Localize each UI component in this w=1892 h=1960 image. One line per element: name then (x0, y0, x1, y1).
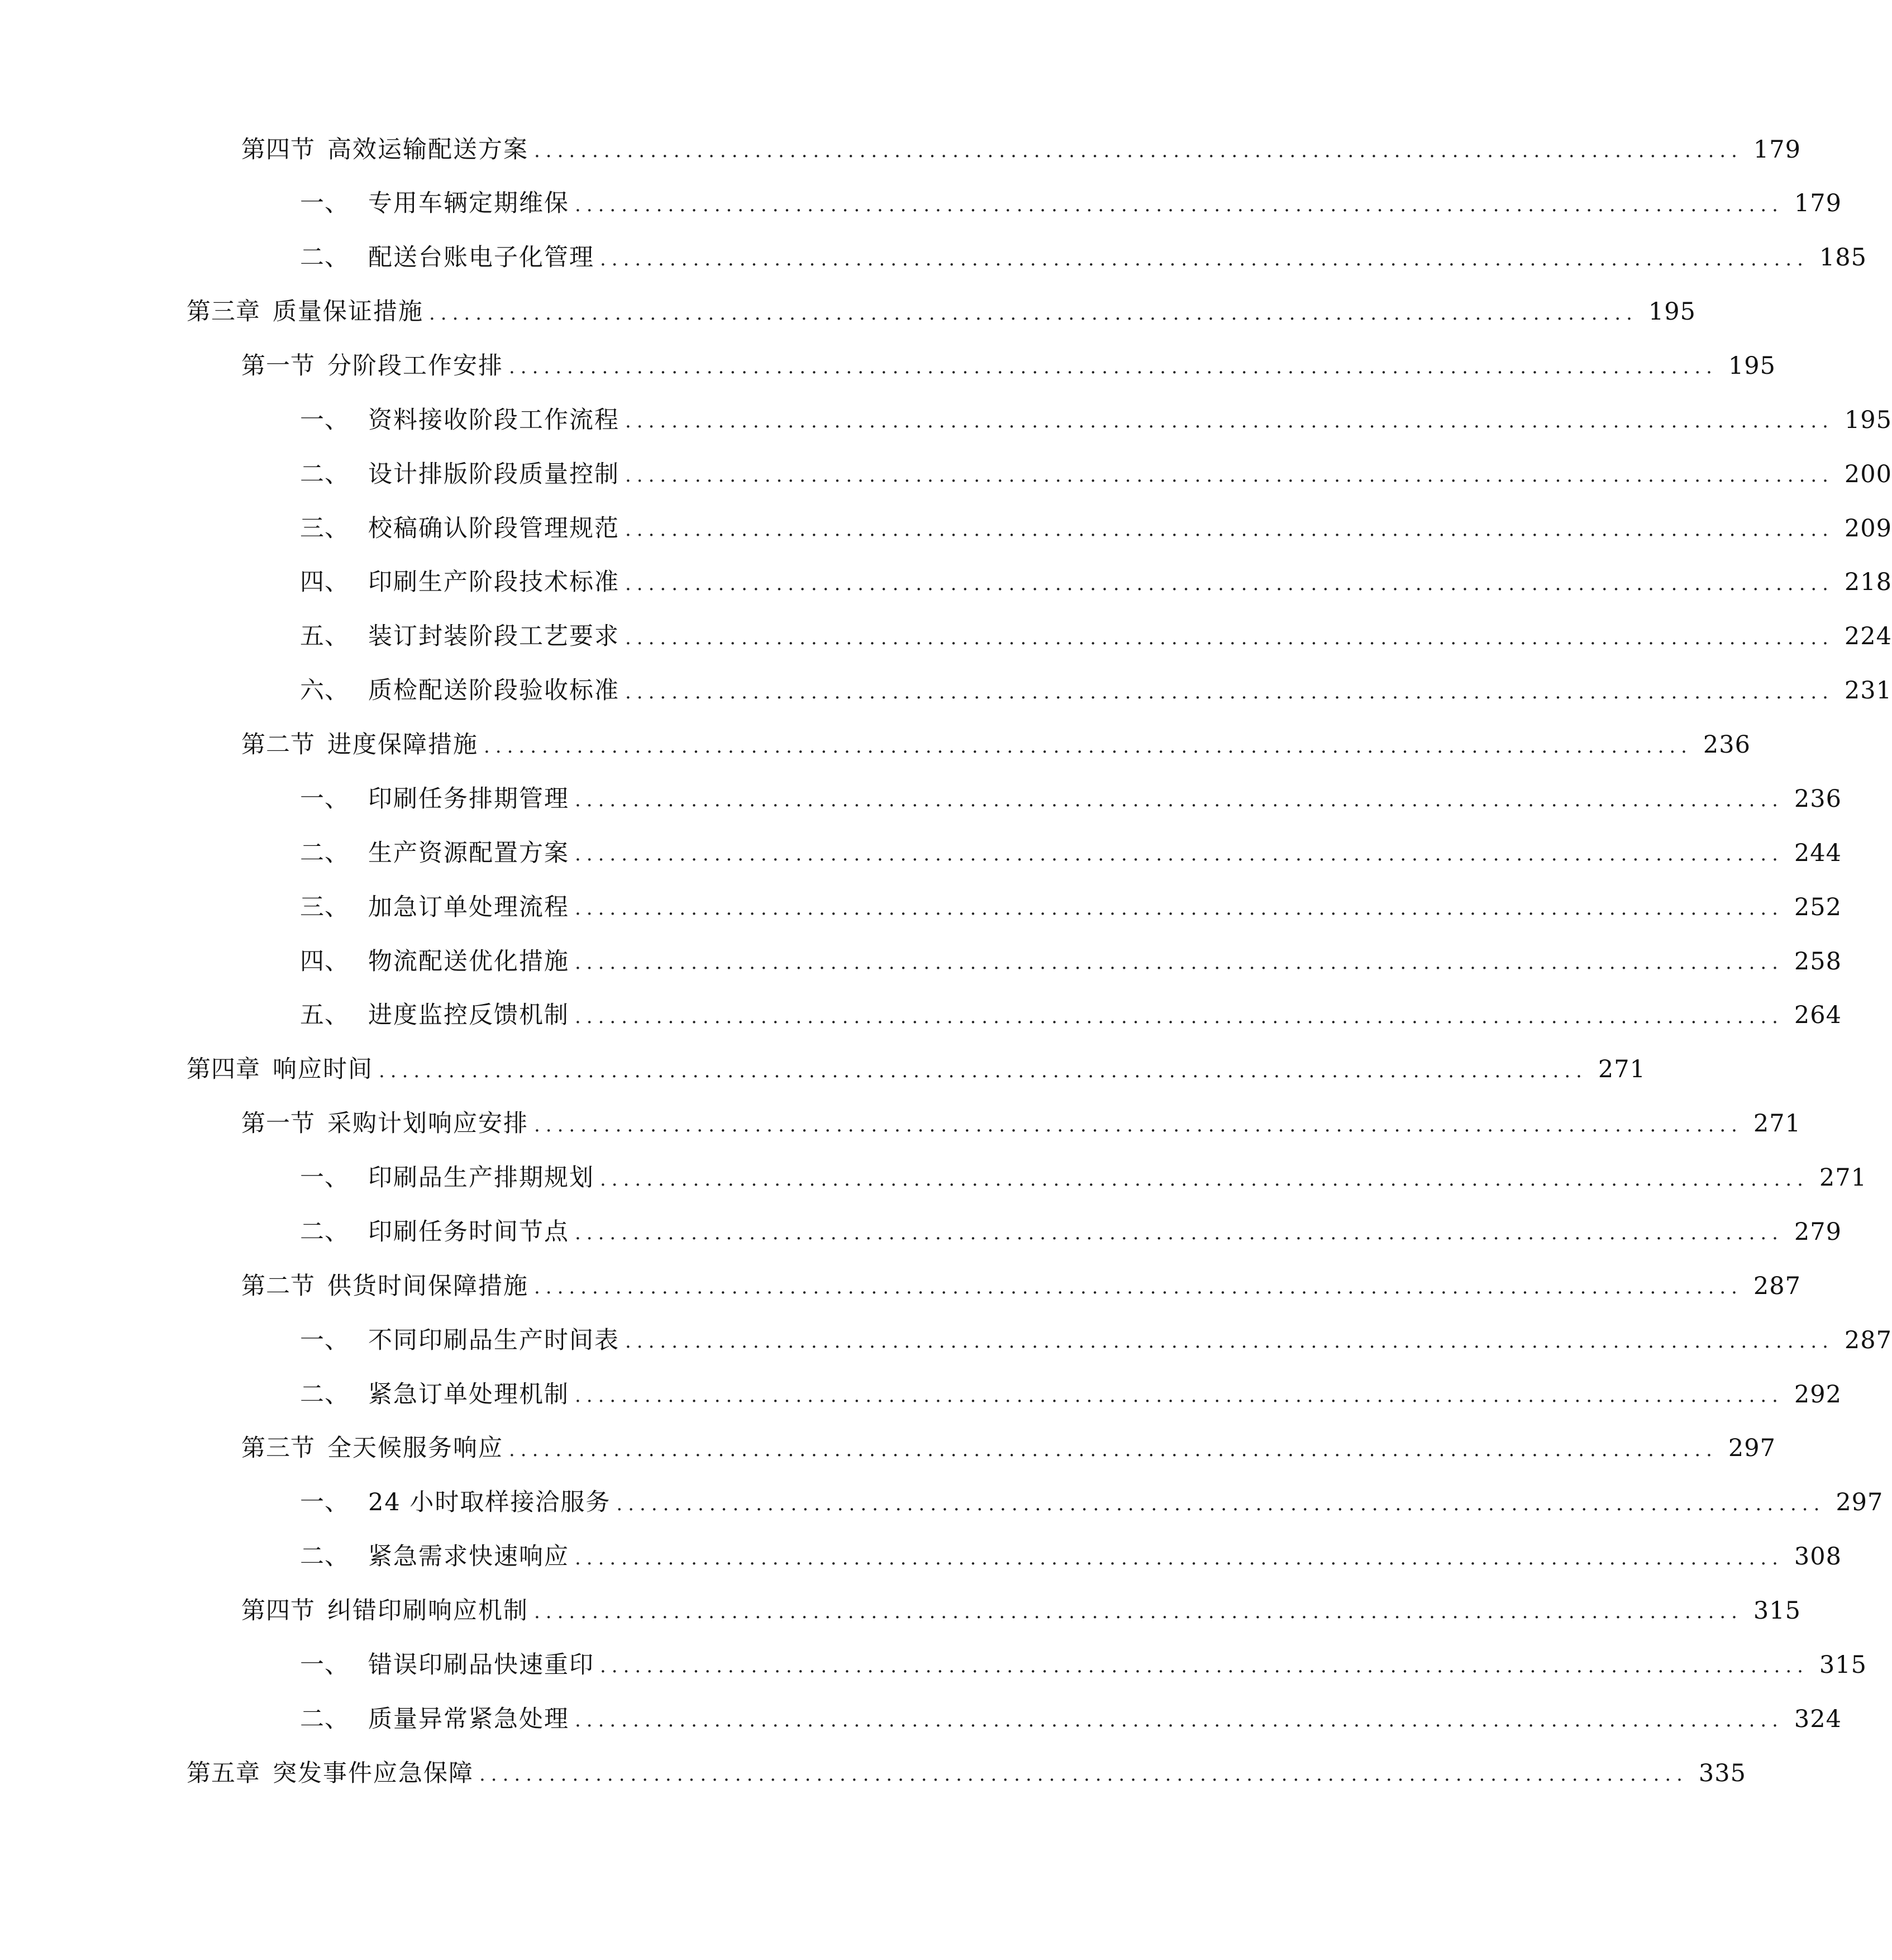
toc-entry[interactable] (0, 1368, 1842, 1421)
toc-entry-page: 297 (1728, 1434, 1776, 1463)
toc-entry-page: 271 (1819, 1164, 1867, 1192)
toc-entry-number: 二、 (300, 1380, 349, 1409)
toc-entry-number: 二、 (300, 244, 349, 272)
toc-entry[interactable] (0, 556, 1892, 610)
dot-leader: ........................................................................................................ (534, 1114, 1743, 1136)
dot-leader: ........................................................................................................ (534, 1601, 1743, 1624)
toc-entry-number: 第三章 (187, 298, 260, 326)
toc-entry-title: 响应时间 (273, 1055, 373, 1084)
toc-entry-page: 297 (1836, 1488, 1884, 1517)
toc-entry[interactable] (0, 231, 1867, 285)
toc-entry-number: 第二节 (241, 1272, 315, 1300)
toc-entry[interactable] (0, 1205, 1842, 1259)
toc-entry[interactable] (0, 881, 1842, 934)
toc-entry[interactable] (0, 1259, 1801, 1313)
dot-leader: ........................................................................................................ (600, 248, 1809, 270)
dot-leader: ........................................................................................................ (379, 1059, 1588, 1082)
toc-entry-page: 209 (1844, 514, 1892, 543)
toc-entry[interactable] (0, 772, 1842, 826)
toc-entry-number: 四、 (300, 568, 349, 597)
toc-entry-page: 292 (1794, 1380, 1842, 1409)
toc-entry-number: 一、 (300, 1326, 349, 1354)
toc-entry-number: 三、 (300, 514, 349, 543)
toc-entry-page: 224 (1844, 622, 1892, 651)
toc-entry-title: 印刷任务时间节点 (368, 1217, 569, 1246)
toc-entry-number: 第二节 (241, 731, 315, 759)
toc-entry[interactable] (0, 1476, 1884, 1530)
toc-entry-page: 218 (1844, 568, 1892, 597)
toc-entry-page: 200 (1844, 460, 1892, 488)
toc-entry-title: 印刷任务排期管理 (368, 784, 569, 813)
toc-entry-number: 第一节 (241, 351, 315, 380)
toc-entry[interactable] (0, 989, 1842, 1043)
toc-entry-number: 六、 (300, 677, 349, 705)
toc-entry-page: 179 (1753, 135, 1801, 164)
toc-entry-title: 进度保障措施 (327, 731, 478, 759)
dot-leader: ........................................................................................................ (575, 1005, 1784, 1028)
dot-leader: ........................................................................................................ (625, 410, 1834, 433)
toc-entry[interactable] (0, 393, 1892, 447)
toc-entry-title: 资料接收阶段工作流程 (368, 406, 619, 434)
toc-entry-page: 324 (1794, 1705, 1842, 1733)
dot-leader: ........................................................................................................ (575, 193, 1784, 216)
toc-entry-page: 252 (1794, 893, 1842, 921)
toc-entry-page: 231 (1844, 677, 1892, 705)
dot-leader: ........................................................................................................ (575, 1222, 1784, 1245)
toc-entry[interactable] (0, 1747, 1746, 1800)
toc-entry-number: 二、 (300, 1705, 349, 1733)
dot-leader: ........................................................................................................ (616, 1492, 1826, 1515)
toc-entry[interactable] (0, 339, 1776, 393)
dot-leader: ........................................................................................................ (509, 356, 1718, 379)
toc-entry-page: 308 (1794, 1543, 1842, 1571)
toc-entry-title: 质量保证措施 (273, 298, 423, 326)
toc-entry-page: 236 (1794, 784, 1842, 813)
dot-leader: ........................................................................................................ (575, 1547, 1784, 1569)
toc-entry-title: 高效运输配送方案 (327, 135, 528, 164)
toc-entry[interactable] (0, 1530, 1842, 1584)
toc-entry-title: 装订封装阶段工艺要求 (368, 622, 619, 651)
dot-leader: ........................................................................................................ (600, 1655, 1809, 1678)
toc-entry-page: 195 (1728, 351, 1776, 380)
toc-entry-page: 236 (1703, 731, 1751, 759)
toc-entry-title: 质量异常紧急处理 (368, 1705, 569, 1733)
toc-entry-title: 分阶段工作安排 (327, 351, 503, 380)
toc-entry[interactable] (0, 610, 1892, 664)
toc-entry[interactable] (0, 1314, 1892, 1367)
toc-entry[interactable] (0, 935, 1842, 988)
dot-leader: ........................................................................................................ (534, 1276, 1743, 1299)
toc-entry[interactable] (0, 1043, 1646, 1097)
toc-entry[interactable] (0, 448, 1892, 501)
toc-entry-title: 不同印刷品生产时间表 (368, 1326, 619, 1354)
toc-entry-page: 287 (1753, 1272, 1801, 1300)
toc-entry-number: 第三节 (241, 1434, 315, 1463)
dot-leader: ........................................................................................................ (575, 1385, 1784, 1407)
toc-entry-title: 采购计划响应安排 (327, 1110, 528, 1138)
dot-leader: ........................................................................................................ (625, 572, 1834, 595)
toc-entry-number: 第五章 (187, 1759, 260, 1787)
toc-entry-title: 配送台账电子化管理 (368, 244, 594, 272)
toc-entry-number: 一、 (300, 406, 349, 434)
dot-leader: ........................................................................................................ (625, 626, 1834, 649)
toc-entry-number: 一、 (300, 1650, 349, 1679)
toc-entry[interactable] (0, 1097, 1801, 1151)
toc-entry-title: 进度监控反馈机制 (368, 1001, 569, 1030)
toc-entry-number: 二、 (300, 1217, 349, 1246)
toc-entry-page: 179 (1794, 189, 1842, 218)
toc-entry-title: 紧急需求快速响应 (368, 1543, 569, 1571)
toc-entry[interactable] (0, 826, 1842, 880)
toc-entry-title: 加急订单处理流程 (368, 893, 569, 921)
toc-entry[interactable] (0, 177, 1842, 231)
toc-entry-page: 195 (1844, 406, 1892, 434)
toc-entry-title: 生产资源配置方案 (368, 839, 569, 867)
toc-entry-title: 24 小时取样接洽服务 (368, 1488, 611, 1517)
toc-entry-title: 错误印刷品快速重印 (368, 1650, 594, 1679)
dot-leader: ........................................................................................................ (534, 140, 1743, 162)
toc-entry-number: 三、 (300, 893, 349, 921)
toc-entry-number: 二、 (300, 460, 349, 488)
toc-entry-title: 纠错印刷响应机制 (327, 1596, 528, 1625)
toc-entry-page: 287 (1844, 1326, 1892, 1354)
dot-leader: ........................................................................................................ (575, 897, 1784, 920)
toc-entry[interactable] (0, 1422, 1776, 1476)
toc-entry-title: 突发事件应急保障 (273, 1759, 474, 1787)
toc-entry-page: 258 (1794, 947, 1842, 976)
toc-entry-title: 供货时间保障措施 (327, 1272, 528, 1300)
toc-entry-number: 一、 (300, 1488, 349, 1517)
toc-entry-number: 一、 (300, 189, 349, 218)
toc-entry[interactable] (0, 1584, 1801, 1638)
toc-entry-page: 335 (1698, 1759, 1746, 1787)
dot-leader: ........................................................................................................ (625, 1330, 1834, 1353)
toc-entry-number: 第四章 (187, 1055, 260, 1084)
dot-leader: ........................................................................................................ (575, 843, 1784, 866)
toc-entry-page: 315 (1819, 1650, 1867, 1679)
toc-entry-title: 质检配送阶段验收标准 (368, 677, 619, 705)
dot-leader: ........................................................................................................ (479, 1763, 1688, 1786)
toc-entry-page: 271 (1598, 1055, 1646, 1084)
toc-entry[interactable] (0, 286, 1696, 339)
toc-entry[interactable] (0, 664, 1892, 718)
dot-leader: ........................................................................................................ (600, 1168, 1809, 1191)
toc-entry-number: 二、 (300, 839, 349, 867)
toc-entry-title: 全天候服务响应 (327, 1434, 503, 1463)
dot-leader: ........................................................................................................ (484, 735, 1693, 758)
toc-entry[interactable] (0, 502, 1892, 555)
toc-entry-number: 一、 (300, 1164, 349, 1192)
toc-entry-page: 279 (1794, 1217, 1842, 1246)
toc-entry-page: 244 (1794, 839, 1842, 867)
toc-entry-page: 315 (1753, 1596, 1801, 1625)
toc-entry-page: 185 (1819, 244, 1867, 272)
toc-entry-page: 195 (1648, 298, 1696, 326)
toc-entry-number: 二、 (300, 1543, 349, 1571)
toc-entry[interactable] (0, 1152, 1867, 1205)
dot-leader: ........................................................................................................ (625, 518, 1834, 541)
toc-entry[interactable] (0, 719, 1751, 772)
toc-entry-number: 五、 (300, 1001, 349, 1030)
dot-leader: ........................................................................................................ (575, 789, 1784, 812)
toc-entry-title: 印刷生产阶段技术标准 (368, 568, 619, 597)
toc-entry-number: 第四节 (241, 1596, 315, 1625)
toc-entry-title: 校稿确认阶段管理规范 (368, 514, 619, 543)
toc-entry-title: 物流配送优化措施 (368, 947, 569, 976)
toc-entry[interactable] (0, 1692, 1842, 1746)
toc-entry-number: 四、 (300, 947, 349, 976)
dot-leader: ........................................................................................................ (575, 1709, 1784, 1732)
toc-entry-title: 专用车辆定期维保 (368, 189, 569, 218)
toc-entry-number: 五、 (300, 622, 349, 651)
toc-entry-page: 264 (1794, 1001, 1842, 1030)
toc-entry-number: 第四节 (241, 135, 315, 164)
toc-entry-title: 印刷品生产排期规划 (368, 1164, 594, 1192)
toc-entry-title: 紧急订单处理机制 (368, 1380, 569, 1409)
dot-leader: ........................................................................................................ (575, 952, 1784, 974)
dot-leader: ........................................................................................................ (429, 302, 1638, 325)
toc-entry-number: 一、 (300, 784, 349, 813)
toc-entry-title: 设计排版阶段质量控制 (368, 460, 619, 488)
dot-leader: ........................................................................................................ (509, 1438, 1718, 1461)
toc-entry-page: 271 (1753, 1110, 1801, 1138)
dot-leader: ........................................................................................................ (625, 681, 1834, 703)
toc-entry[interactable] (0, 1638, 1867, 1692)
dot-leader: ........................................................................................................ (625, 464, 1834, 487)
toc-entry-number: 第一节 (241, 1110, 315, 1138)
toc-entry[interactable] (0, 123, 1801, 177)
